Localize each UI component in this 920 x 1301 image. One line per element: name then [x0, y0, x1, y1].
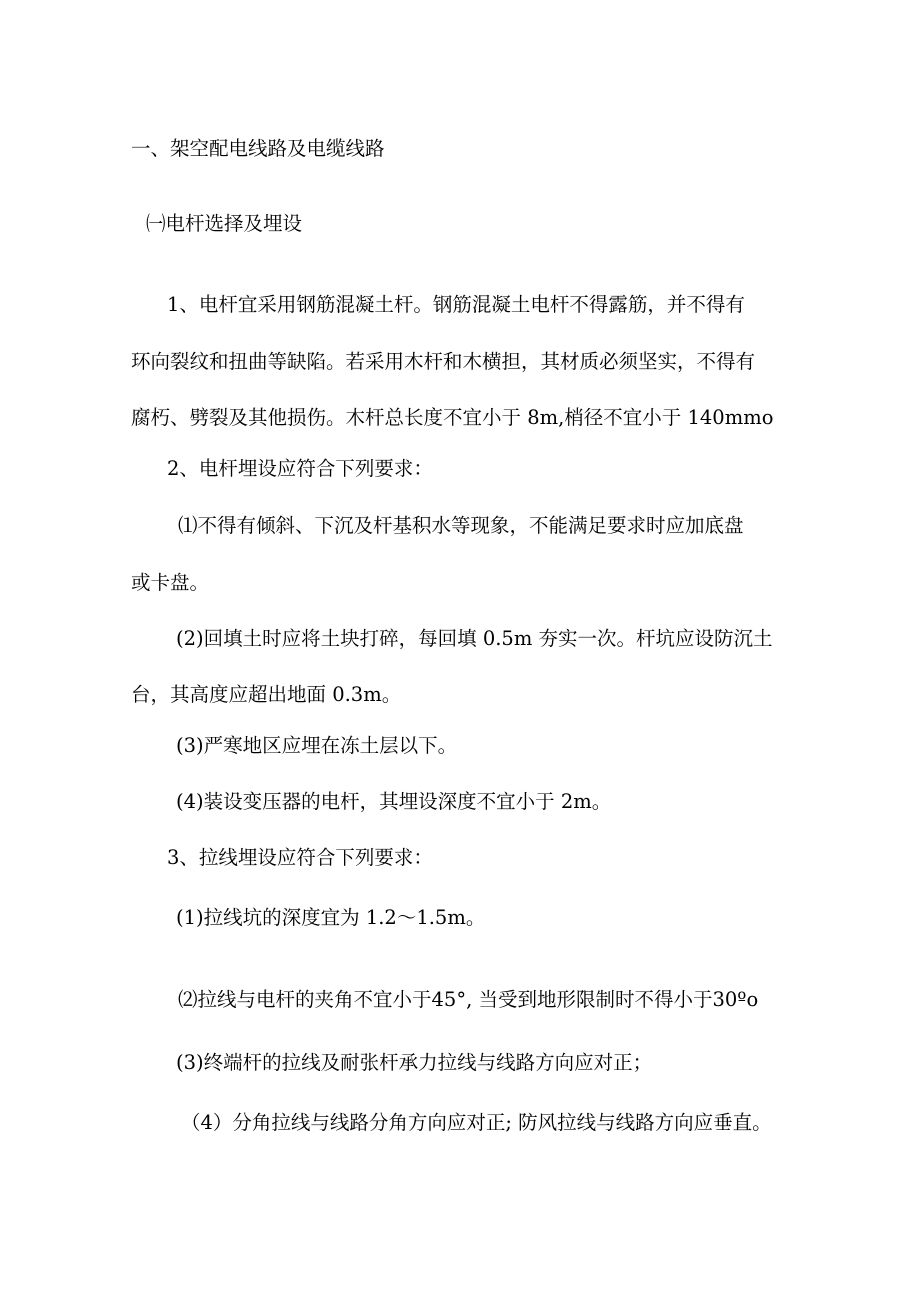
item3-sub2: ⑵拉线与电杆的夹角不宜小于45°, 当受到地形限制时不得小于30ºo	[178, 988, 759, 1011]
item2-sub2-line1: (2)回填土时应将土块打碎，每回填 0.5m 夯实一次。杆坑应设防沉土	[176, 627, 773, 650]
item3-sub4: （4）分角拉线与线路分角方向应对正; 防风拉线与线路方向应垂直。	[181, 1111, 772, 1134]
item2-sub1-line1: ⑴不得有倾斜、下沉及杆基积水等现象，不能满足要求时应加底盘	[178, 514, 744, 537]
item1-line3: 腐朽、劈裂及其他损伤。木杆总长度不宜小于 8m,梢径不宜小于 140mmo	[131, 406, 774, 429]
item2-title: 2、电杆埋设应符合下列要求：	[167, 457, 433, 480]
item3-title: 3、拉线埋设应符合下列要求：	[167, 846, 433, 869]
item1-line2: 环向裂纹和扭曲等缺陷。若采用木杆和木横担，其材质必须坚实，不得有	[131, 350, 756, 373]
item2-sub1-line2: 或卡盘。	[131, 571, 210, 594]
item2-sub4: (4)装设变压器的电杆，其埋设深度不宜小于 2m。	[176, 790, 612, 813]
item3-sub1: (1)拉线坑的深度宜为 1.2～1.5m。	[176, 906, 486, 929]
item1-line1: 1、电杆宜采用钢筋混凝土杆。钢筋混凝土电杆不得露筋，并不得有	[167, 293, 745, 316]
subsection-heading: ㈠电杆选择及埋设	[146, 212, 303, 235]
item2-sub3: (3)严寒地区应埋在冻土层以下。	[176, 734, 458, 757]
item3-sub3: (3)终端杆的拉线及耐张杆承力拉线与线路方向应对正；	[176, 1051, 653, 1074]
section-heading: 一、架空配电线路及电缆线路	[131, 137, 385, 160]
item2-sub2-line2: 台，其高度应超出地面 0.3m。	[131, 683, 402, 706]
